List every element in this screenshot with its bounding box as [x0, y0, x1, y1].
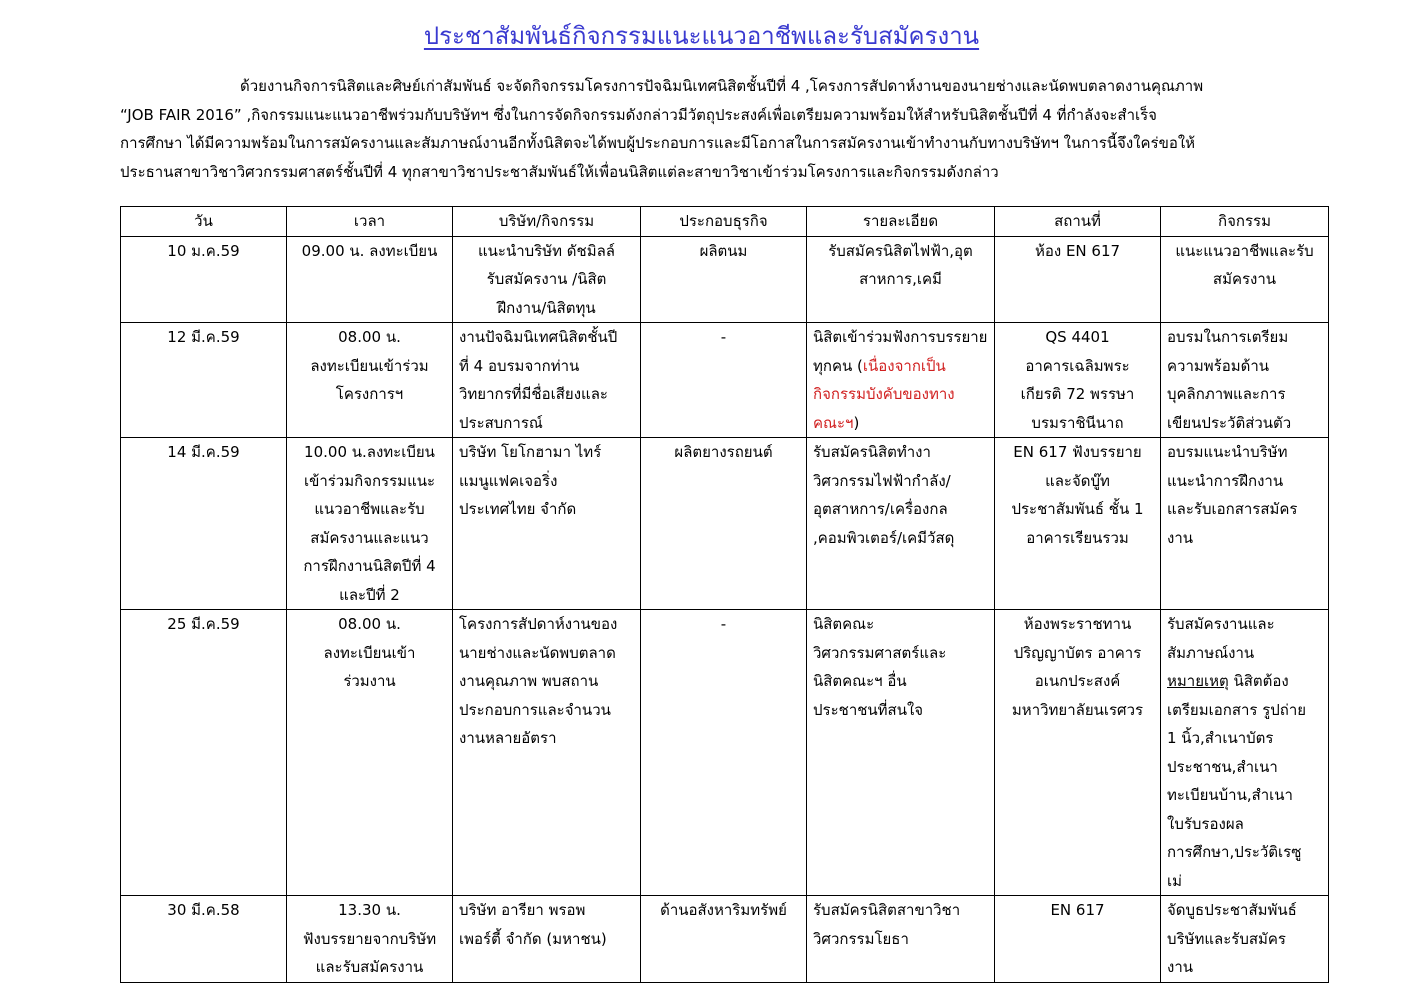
cell-details: รับสมัครนิสิตไฟฟ้า,อุต สาหการ,เคมี: [807, 236, 995, 323]
cell-place: EN 617: [995, 896, 1161, 983]
cell-activity: รับสมัครงานและ สัมภาษณ์งาน หมายเหตุ นิสิตต้อง เตรียมเอกสาร รูปถ่าย 1 นิ้ว,สำเนาบัตร ประชาชน,สำเนา ทะเบียนบ้าน,สำเนา ใบรับรองผล การศึกษา,ประวัติเรซู เม่: [1161, 610, 1329, 896]
intro-line: การศึกษา ได้มีความพร้อมในการสมัครงานและสัมภาษณ์งานอีกทั้งนิสิตจะได้พบผู้ประกอบการและมีโอกาสในการสมัครงานเข้าทำงานกับทางบริษัทฯ ในการนี้จึงใคร่ขอให้: [120, 134, 1196, 152]
cell-day: 14 มี.ค.59: [121, 438, 287, 610]
cell-time: 08.00 น. ลงทะเบียนเข้า ร่วมงาน: [287, 610, 453, 896]
header-company: บริษัท/กิจกรรม: [453, 207, 641, 237]
cell-company: บริษัท โยโกฮามา ไทร์ แมนูแฟคเจอริ่ง ประเทศไทย จำกัด: [453, 438, 641, 610]
cell-business: -: [641, 610, 807, 896]
cell-place: ห้องพระราชทาน ปริญญาบัตร อาคาร อเนกประสงค์ มหาวิทยาลัยนเรศวร: [995, 610, 1161, 896]
cell-day: 12 มี.ค.59: [121, 323, 287, 438]
table-row: [121, 896, 1329, 983]
cell-place: QS 4401 อาคารเฉลิมพระ เกียรติ 72 พรรษา บรมราชินีนาถ: [995, 323, 1161, 438]
intro-line: ด้วยงานกิจการนิสิตและศิษย์เก่าสัมพันธ์ จะจัดกิจกรรมโครงการปัจฉิมนิเทศนิสิตชั้นปีที่ 4 ,โครงการสัปดาห์งานของนายช่างและนัดพบตลาดงานคุณภาพ: [240, 77, 1204, 95]
cell-time: 13.30 น. ฟังบรรยายจากบริษัท และรับสมัครงาน: [287, 896, 453, 983]
cell-activity: จัดบูธประชาสัมพันธ์ บริษัทและรับสมัคร งาน: [1161, 896, 1329, 983]
header-time: เวลา: [287, 207, 453, 237]
cell-business: -: [641, 323, 807, 438]
cell-time: 09.00 น. ลงทะเบียน: [287, 236, 453, 323]
page-title: ประชาสัมพันธ์กิจกรรมแนะแนวอาชีพและรับสมัครงาน: [423, 22, 980, 50]
cell-company: แนะนำบริษัท ดัชมิลล์ รับสมัครงาน /นิสิต ฝึกงาน/นิสิตทุน: [453, 236, 641, 323]
intro-paragraph: [120, 72, 1300, 186]
cell-activity: อบรมในการเตรียม ความพร้อมด้าน บุคลิกภาพและการ เขียนประวัติส่วนตัว: [1161, 323, 1329, 438]
mandatory-note: เนื่องจากเป็น: [862, 356, 946, 375]
header-place: สถานที่: [995, 207, 1161, 237]
table-row: [121, 610, 1329, 896]
table-row: [121, 323, 1329, 438]
note-label: หมายเหตุ: [1167, 672, 1229, 690]
cell-details: รับสมัครนิสิตสาขาวิชา วิศวกรรมโยธา: [807, 896, 995, 983]
cell-day: 30 มี.ค.58: [121, 896, 287, 983]
cell-business: ผลิตยางรถยนต์: [641, 438, 807, 610]
cell-details: นิสิตเข้าร่วมฟังการบรรยาย ทุกคน (เนื่องจากเป็น กิจกรรมบังคับของทาง คณะฯ): [807, 323, 995, 438]
cell-day: 10 ม.ค.59: [121, 236, 287, 323]
cell-company: โครงการสัปดาห์งานของ นายช่างและนัดพบตลาด งานคุณภาพ พบสถาน ประกอบการและจำนวน งานหลายอัตรา: [453, 610, 641, 896]
cell-activity: แนะแนวอาชีพและรับ สมัครงาน: [1161, 236, 1329, 323]
intro-line: “JOB FAIR 2016” ,กิจกรรมแนะแนวอาชีพร่วมกับบริษัทฯ ซึ่งในการจัดกิจกรรมดังกล่าวมีวัตถุประสงค์เพื่อเตรียมความพร้อมให้สำหรับนิสิตชั้นปีที่ 4 ที่กำลังจะสำเร็จ: [120, 105, 1157, 124]
table-header-row: [121, 207, 1329, 237]
header-day: วัน: [121, 207, 287, 237]
cell-time: 08.00 น. ลงทะเบียนเข้าร่วม โครงการฯ: [287, 323, 453, 438]
header-activity: กิจกรรม: [1161, 207, 1329, 237]
intro-line: ประธานสาขาวิชาวิศวกรรมศาสตร์ชั้นปีที่ 4 ทุกสาขาวิชาประชาสัมพันธ์ให้เพื่อนนิสิตแต่ละสาขาวิชาเข้าร่วมโครงการและกิจกรรมดังกล่าว: [120, 162, 999, 181]
cell-place: ห้อง EN 617: [995, 236, 1161, 323]
cell-activity: อบรมแนะนำบริษัท แนะนำการฝึกงาน และรับเอกสารสมัคร งาน: [1161, 438, 1329, 610]
table-row: [121, 236, 1329, 323]
header-details: รายละเอียด: [807, 207, 995, 237]
cell-company: บริษัท อารียา พรอพ เพอร์ตี้ จำกัด (มหาชน): [453, 896, 641, 983]
cell-business: ผลิตนม: [641, 236, 807, 323]
cell-day: 25 มี.ค.59: [121, 610, 287, 896]
cell-business: ด้านอสังหาริมทรัพย์: [641, 896, 807, 983]
cell-company: งานปัจฉิมนิเทศนิสิตชั้นปี ที่ 4 อบรมจากท่าน วิทยากรที่มีชื่อเสียงและ ประสบการณ์: [453, 323, 641, 438]
cell-details: รับสมัครนิสิตทำงา วิศวกรรมไฟฟ้ากำลัง/ อุตสาหการ/เครื่องกล ,คอมพิวเตอร์/เคมีวัสดุ: [807, 438, 995, 610]
table-row: [121, 438, 1329, 610]
cell-details: นิสิตคณะ วิศวกรรมศาสตร์และ นิสิตคณะฯ อื่น ประชาชนที่สนใจ: [807, 610, 995, 896]
cell-place: EN 617 ฟังบรรยาย และจัดบู๊ท ประชาสัมพันธ์ ชั้น 1 อาคารเรียนรวม: [995, 438, 1161, 610]
cell-time: 10.00 น.ลงทะเบียน เข้าร่วมกิจกรรมแนะ แนวอาชีพและรับ สมัครงานและแนว การฝึกงานนิสิตปีที่ 4 และปีที่ 2: [287, 438, 453, 610]
header-business: ประกอบธุรกิจ: [641, 207, 807, 237]
schedule-table: [120, 206, 1329, 983]
